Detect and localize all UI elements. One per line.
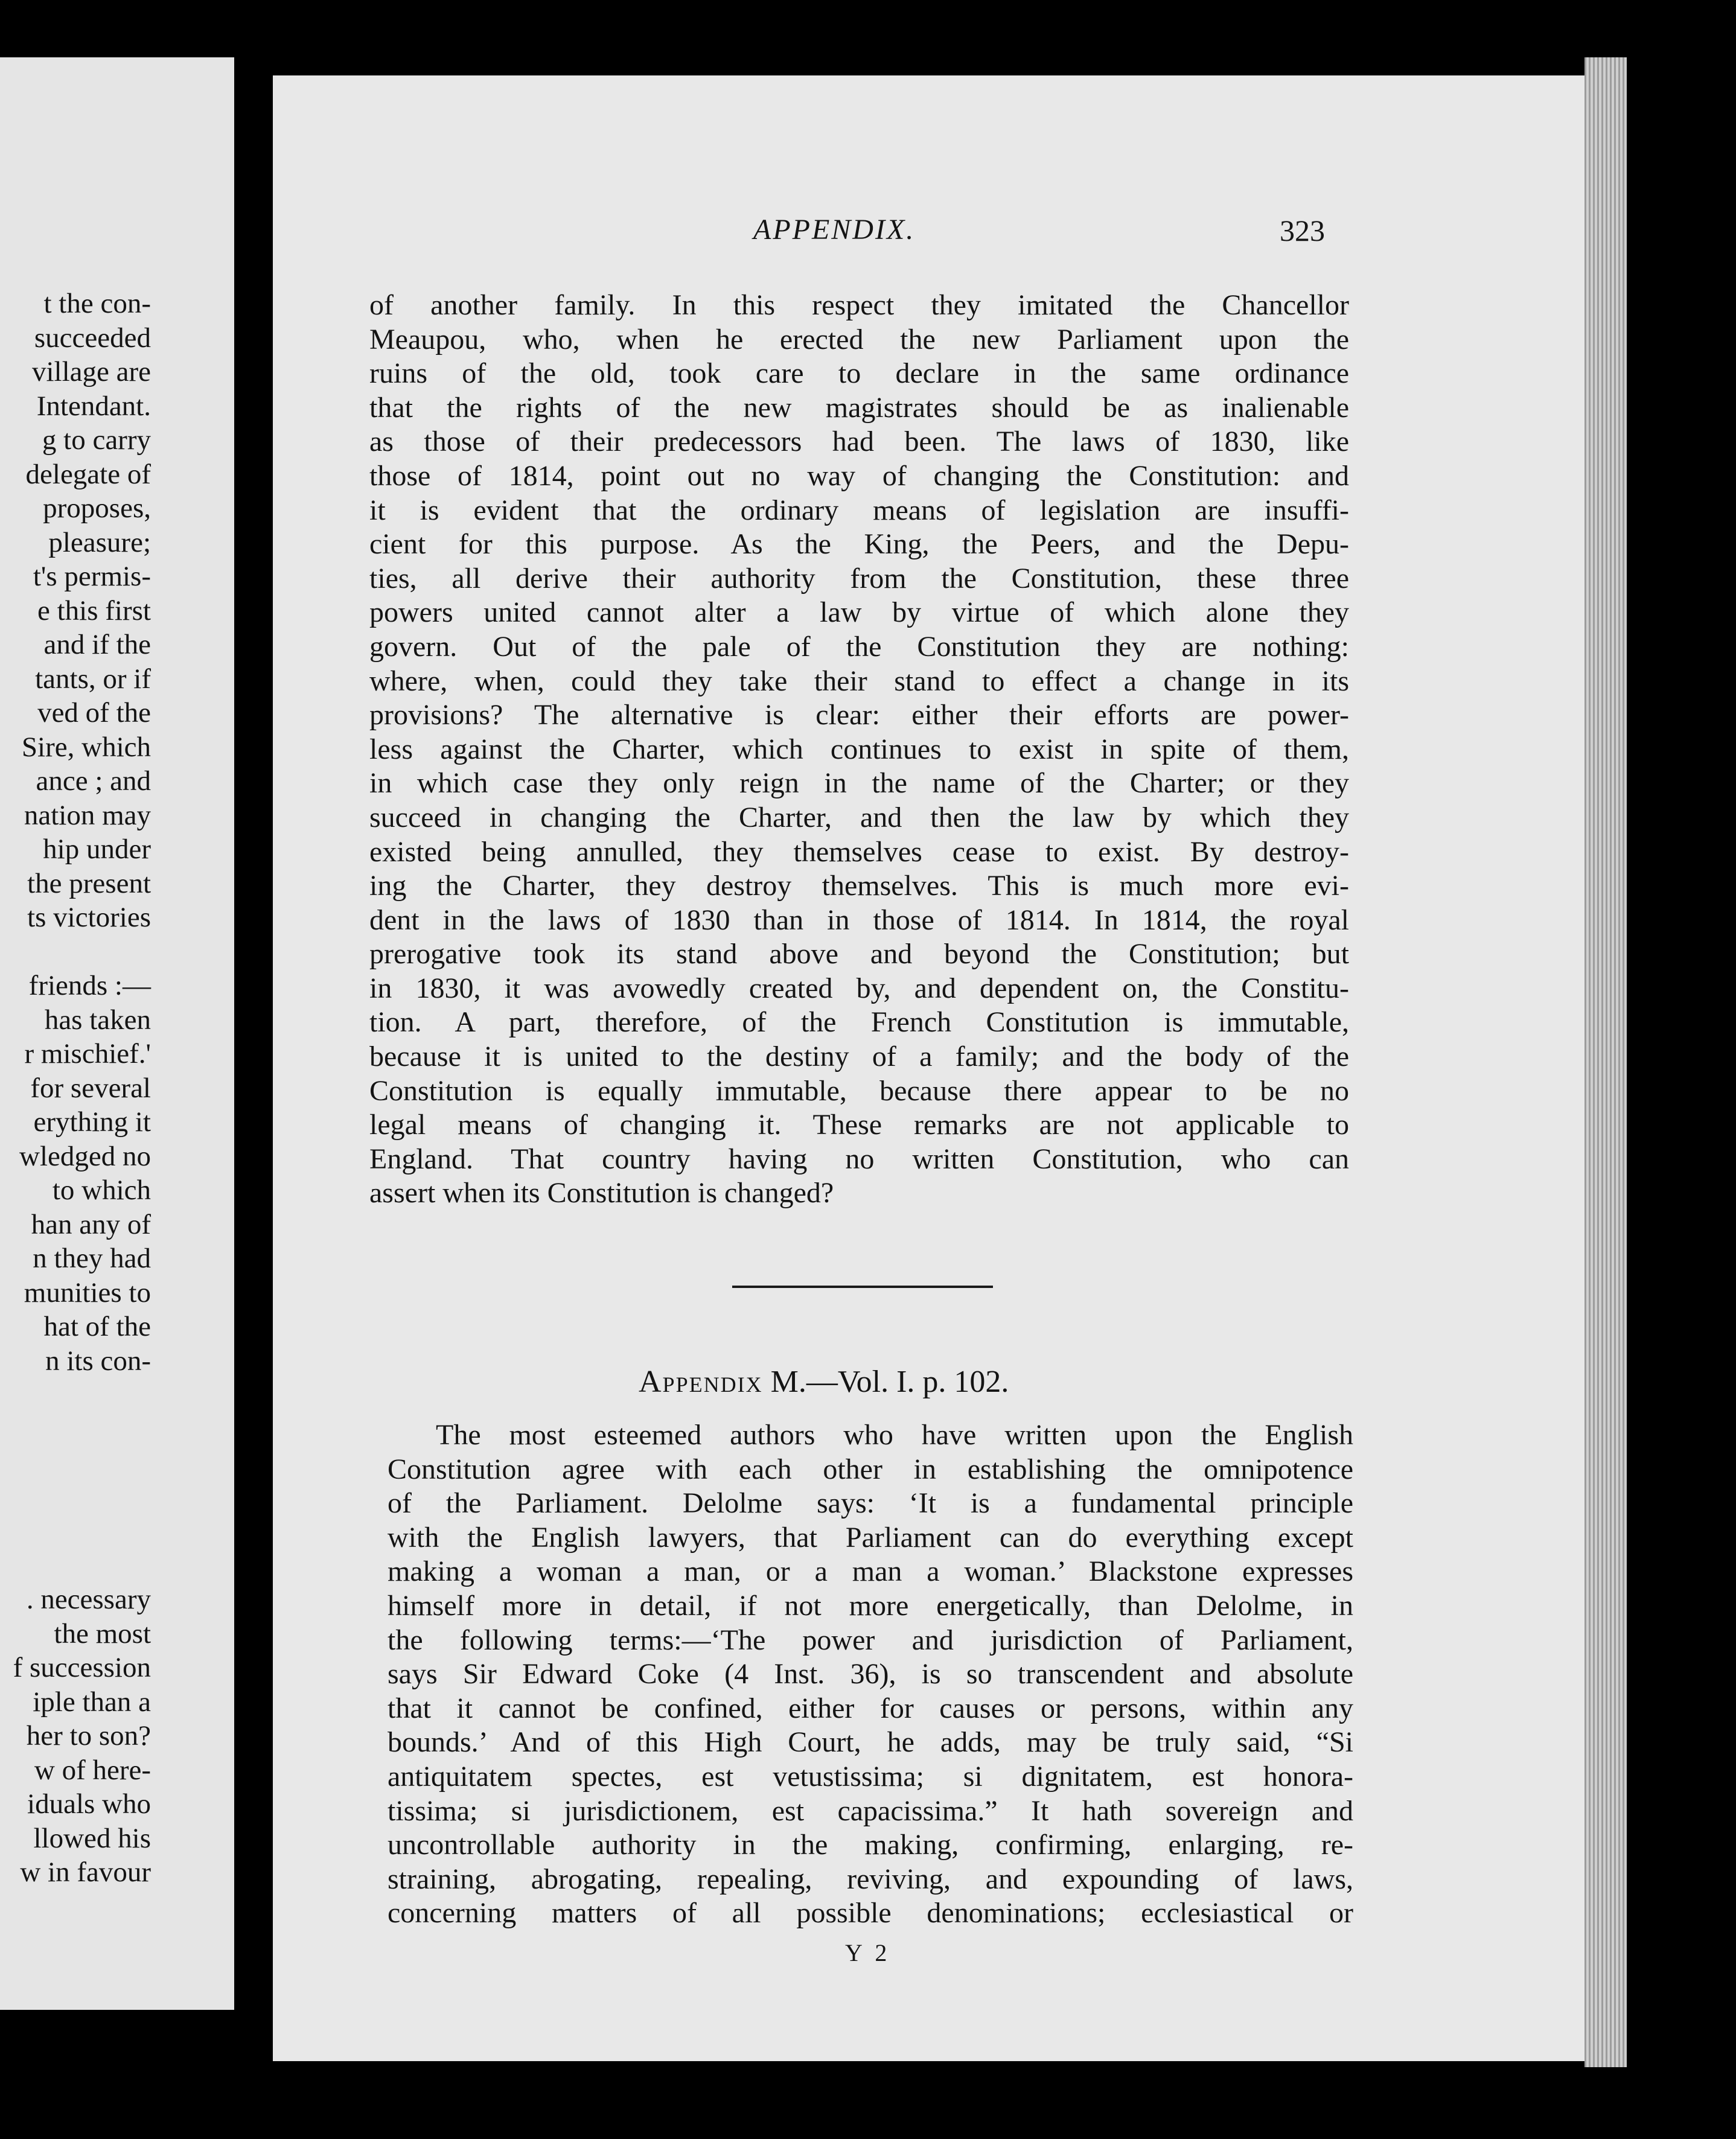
facing-page-line: . necessary — [26, 1584, 151, 1615]
facing-page-line: r mischief.' — [24, 1038, 151, 1070]
body-line: ruins of the old, took care to declare in the same ordinance — [369, 357, 1349, 390]
appendix-line: bounds.’ And of this High Court, he adds, may be truly said, “Si — [388, 1726, 1353, 1759]
facing-page-line: and if the — [43, 629, 151, 660]
appendix-line: of the Parliament. Delolme says: ‘It is a fundamental principle — [388, 1487, 1353, 1520]
facing-page-line: llowed his — [33, 1822, 151, 1854]
facing-page-line: wledged no — [19, 1140, 151, 1172]
body-line: where, when, could they take their stand to effect a change in its — [369, 665, 1349, 697]
body-line: existed being annulled, they themselves cease to exist. By destroy- — [369, 835, 1349, 868]
body-line: provisions? The alternative is clear: either their efforts are power- — [369, 699, 1349, 732]
appendix-line: says Sir Edward Coke (4 Inst. 36), is so transcendent and absolute — [388, 1658, 1353, 1691]
appendix-line: himself more in detail, if not more energetically, than Delolme, in — [388, 1589, 1353, 1622]
facing-page-line: for several — [30, 1072, 151, 1104]
appendix-heading-prefix: Appendix — [639, 1365, 763, 1399]
facing-page-line: t the con- — [43, 288, 151, 319]
body-line: cient for this purpose. As the King, the Peers, and the Depu- — [369, 528, 1349, 561]
body-line: legal means of changing it. These remarks are not applicable to — [369, 1109, 1349, 1141]
body-line: assert when its Constitution is changed? — [369, 1177, 834, 1210]
facing-page-line: n its con- — [45, 1345, 151, 1377]
facing-page-line: munities to — [24, 1277, 151, 1309]
body-paragraph — [369, 288, 1349, 1211]
appendix-line: uncontrollable authority in the making, confirming, enlarging, re- — [388, 1829, 1353, 1861]
appendix-line: making a woman a man, or a man a woman.’ Blackstone expresses — [388, 1555, 1353, 1588]
facing-page-line: iple than a — [33, 1686, 151, 1718]
appendix-line: tissima; si jurisdictionem, est capacissima.” It hath sovereign and — [388, 1794, 1353, 1827]
facing-page-line — [13, 1378, 151, 1412]
facing-page-line: succeeded — [34, 322, 151, 354]
body-line: prerogative took its stand above and beyond the Constitution; but — [369, 938, 1349, 971]
appendix-line: straining, abrogating, repealing, reviving, and expounding of laws, — [388, 1863, 1353, 1895]
running-head: APPENDIX. — [753, 214, 916, 246]
appendix-line: with the English lawyers, that Parliament can do everything except — [388, 1521, 1353, 1554]
facing-page-line: hip under — [43, 834, 151, 865]
appendix-line: The most esteemed authors who have written upon the English — [436, 1419, 1353, 1451]
facing-page-line: Intendant. — [36, 390, 151, 422]
facing-page-line: g to carry — [42, 424, 151, 456]
facing-page-line: han any of — [31, 1208, 151, 1240]
facing-page-line — [13, 1481, 151, 1515]
facing-page-line: her to son? — [26, 1720, 151, 1752]
body-line: it is evident that the ordinary means of legislation are insuffi- — [369, 494, 1349, 526]
appendix-line: the following terms:—‘The power and jurisdiction of Parliament, — [388, 1624, 1353, 1656]
facing-page-line: f succession — [13, 1652, 151, 1683]
section-divider — [732, 1286, 993, 1288]
facing-page-line: nation may — [24, 799, 151, 831]
body-line: powers united cannot alter a law by virtue of which alone they — [369, 596, 1349, 629]
facing-page-line: pleasure; — [48, 526, 151, 558]
facing-page-line: delegate of — [25, 458, 151, 490]
facing-page-line: ts victories — [27, 902, 151, 933]
page-number: 323 — [1280, 214, 1325, 247]
body-line: ing the Charter, they destroy themselves. This is much more evi- — [369, 870, 1349, 902]
body-line: less against the Charter, which continues to exist in spite of them, — [369, 733, 1349, 765]
body-line: dent in the laws of 1830 than in those of 1814. In 1814, the royal — [369, 904, 1349, 936]
facing-page-line: hat of the — [43, 1311, 151, 1342]
facing-page-line — [13, 1446, 151, 1481]
facing-page-line: tants, or if — [35, 663, 151, 695]
facing-page-line: t's permis- — [33, 561, 151, 592]
facing-page-line: w in favour — [20, 1857, 151, 1888]
body-line: Constitution is equally immutable, because there appear to be no — [369, 1074, 1349, 1107]
body-line: as those of their predecessors had been. The laws of 1830, like — [369, 426, 1349, 458]
appendix-line: Constitution agree with each other in establishing the omnipotence — [388, 1453, 1353, 1485]
appendix-line: concerning matters of all possible denominations; ecclesiastical or — [388, 1897, 1353, 1930]
body-line: in which case they only reign in the name of the Charter; or they — [369, 767, 1349, 800]
appendix-paragraph — [388, 1418, 1353, 1931]
facing-page-line: n they had — [33, 1243, 151, 1274]
facing-page-line — [13, 935, 151, 969]
facing-page-line: w of here- — [34, 1754, 151, 1786]
body-line: in 1830, it was avowedly created by, and dependent on, the Constitu- — [369, 972, 1349, 1004]
appendix-line: that it cannot be confined, either for causes or persons, within any — [388, 1692, 1353, 1724]
facing-page-line: e this first — [37, 595, 151, 626]
facing-page-line: has taken — [44, 1004, 151, 1036]
appendix-heading — [639, 1364, 1009, 1400]
facing-page-line: ance ; and — [36, 765, 151, 797]
facing-page-line: to which — [52, 1175, 151, 1206]
facing-page-text — [13, 287, 151, 1890]
facing-page-line: ved of the — [37, 697, 151, 728]
facing-page-line: the most — [54, 1618, 151, 1650]
facing-page-line — [13, 1412, 151, 1447]
body-line: because it is united to the destiny of a family; and the body of the — [369, 1041, 1349, 1073]
page-edges — [1584, 57, 1627, 2067]
body-line: those of 1814, point out no way of changing the Constitution: and — [369, 459, 1349, 492]
body-line: tion. A part, therefore, of the French Constitution is immutable, — [369, 1006, 1349, 1039]
body-line: succeed in changing the Charter, and then the law by which they — [369, 801, 1349, 834]
facing-page-line — [13, 1549, 151, 1583]
appendix-heading-suffix: M.—Vol. I. p. 102. — [762, 1365, 1009, 1399]
facing-page-line: iduals who — [27, 1788, 151, 1820]
body-line: ties, all derive their authority from the Constitution, these three — [369, 562, 1349, 595]
appendix-line: antiquitatem spectes, est vetustissima; si dignitatem, est honora- — [388, 1760, 1353, 1793]
signature-mark: Y 2 — [845, 1939, 891, 1966]
body-line: England. That country having no written Constitution, who can — [369, 1143, 1349, 1175]
body-line: govern. Out of the pale of the Constitution they are nothing: — [369, 630, 1349, 663]
facing-page-line: village are — [31, 356, 151, 387]
facing-page-line: the present — [27, 867, 151, 899]
facing-page-line — [13, 1514, 151, 1549]
body-line: that the rights of the new magistrates should be as inalienable — [369, 391, 1349, 424]
body-line: Meaupou, who, when he erected the new Parliament upon the — [369, 323, 1349, 355]
facing-page-line: Sire, which — [21, 731, 151, 763]
body-line: of another family. In this respect they imitated the Chancellor — [369, 289, 1349, 321]
facing-page — [0, 57, 234, 2010]
facing-page-line: erything it — [33, 1106, 151, 1138]
facing-page-line: proposes, — [43, 493, 151, 524]
facing-page-line: friends :— — [28, 970, 151, 1001]
